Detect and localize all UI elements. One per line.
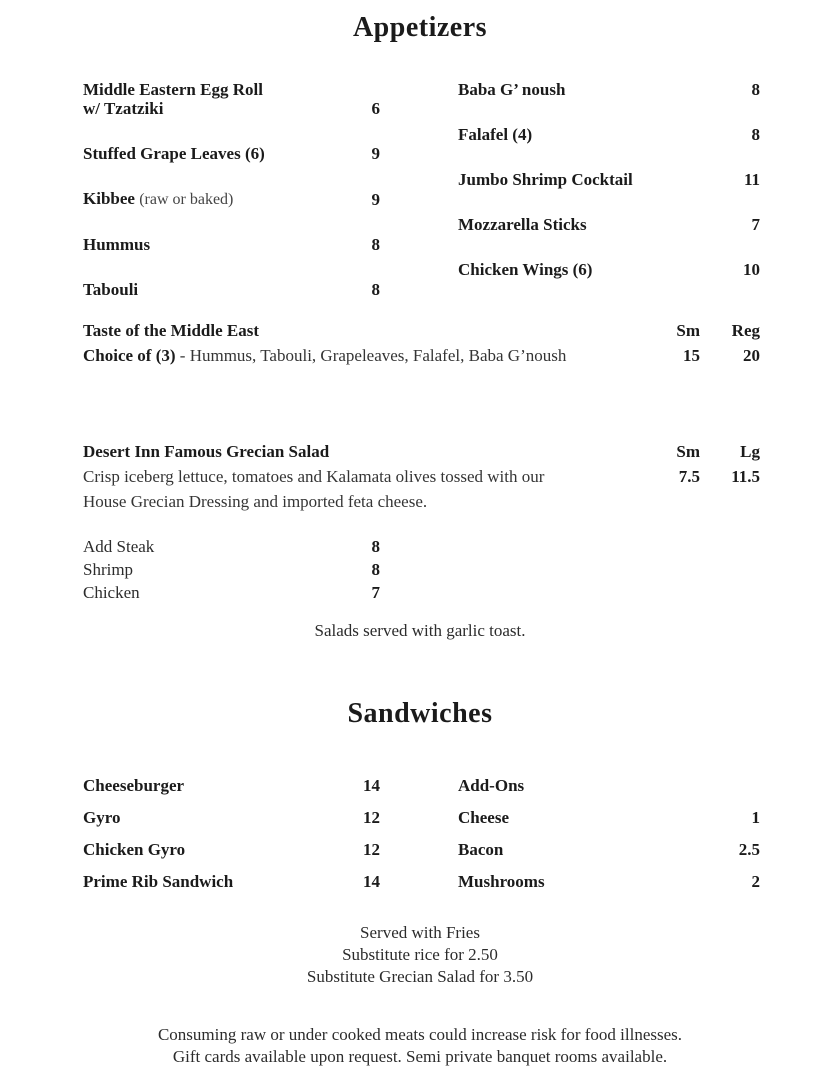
item-name-line2: w/ Tzatziki (83, 99, 164, 118)
size-column-label-sm: Sm (676, 442, 700, 461)
item-name: Stuffed Grape Leaves (6) (83, 144, 265, 163)
item-name: Chicken Gyro (83, 840, 186, 859)
appetizers-left-column (83, 80, 380, 325)
footer-line-2: Gift cards available upon request. Semi private banquet rooms available. (172, 1047, 668, 1066)
taste-choice-row (83, 346, 760, 365)
item-description: Crisp iceberg lettuce, tomatoes and Kalamata olives tossed with our (83, 467, 545, 486)
menu-item-mozzarella-sticks (458, 215, 760, 234)
size-column-label-sm: Sm (676, 321, 700, 340)
item-name: Prime Rib Sandwich (83, 872, 234, 891)
menu-item-tabouli (83, 280, 380, 299)
sandwiches-right-column (458, 776, 760, 904)
item-name: Tabouli (83, 280, 139, 299)
item-name: Desert Inn Famous Grecian Salad (83, 442, 330, 461)
sandwich-note-fries: Served with Fries (360, 923, 480, 942)
choice-of-label: Choice of (3) (83, 346, 176, 365)
item-price: 6 (371, 99, 380, 118)
footer-disclaimer (0, 1024, 840, 1068)
addon-price: 8 (371, 560, 380, 579)
salad-header-row (83, 442, 760, 461)
addon-price: 8 (371, 537, 380, 556)
item-name: Add-Ons (458, 776, 525, 795)
salad-description-row-2 (83, 492, 760, 511)
item-price: 11 (743, 170, 760, 189)
size-column-label-reg: Reg (731, 321, 760, 340)
item-name-text: Kibbee (83, 189, 135, 208)
item-price: 9 (371, 144, 380, 163)
menu-item-chicken-gyro (83, 840, 380, 859)
menu-item-jumbo-shrimp-cocktail (458, 170, 760, 189)
menu-item-prime-rib-sandwich (83, 872, 380, 891)
appetizers-section-title: Appetizers (352, 12, 488, 43)
item-price: 8 (751, 80, 760, 99)
item-name: Mushrooms (458, 872, 545, 891)
addon-name: Shrimp (83, 560, 134, 579)
menu-item-stuffed-grape-leaves (83, 144, 380, 163)
item-price: 2 (751, 872, 760, 891)
item-price: 9 (371, 190, 380, 209)
addon-shrimp (83, 560, 380, 579)
sandwiches-columns (83, 776, 760, 904)
item-name: Hummus (83, 235, 151, 254)
menu-item-kibbee (83, 189, 380, 209)
item-price: 8 (371, 280, 380, 299)
choice-of-list: - Hummus, Tabouli, Grapeleaves, Falafel, Baba G’noush (175, 346, 567, 365)
item-name-line1: Middle Eastern Egg Roll (83, 80, 263, 99)
menu-item-bacon (458, 840, 760, 859)
item-name: Chicken Wings (6) (458, 260, 593, 279)
menu-item-falafel (458, 125, 760, 144)
item-price: 8 (751, 125, 760, 144)
menu-item-mushrooms (458, 872, 760, 891)
item-name: Cheese (458, 808, 509, 827)
item-name: Mozzarella Sticks (458, 215, 587, 234)
item-name: Cheeseburger (83, 776, 185, 795)
taste-of-middle-east-block (83, 321, 760, 371)
item-price-reg: 20 (743, 346, 760, 365)
sandwich-note-rice: Substitute rice for 2.50 (342, 945, 498, 964)
item-name: Gyro (83, 808, 121, 827)
item-qualifier: (raw or baked) (139, 191, 234, 208)
item-price: 14 (363, 776, 380, 795)
menu-item-hummus (83, 235, 380, 254)
footer-line-1: Consuming raw or under cooked meats could increase risk for food illnesses. (157, 1025, 683, 1044)
item-description (83, 346, 640, 365)
item-price: 10 (743, 260, 760, 279)
menu-item-cheese (458, 808, 760, 827)
salad-note: Salads served with garlic toast. (314, 621, 526, 640)
item-name: Falafel (4) (458, 125, 533, 144)
taste-header-row (83, 321, 760, 340)
item-price-sm: 15 (683, 346, 700, 365)
menu-item-egg-roll (83, 80, 380, 118)
item-price: 12 (363, 840, 380, 859)
sandwich-note-salad: Substitute Grecian Salad for 3.50 (306, 967, 534, 986)
grecian-salad-block (83, 442, 760, 517)
item-name: Jumbo Shrimp Cocktail (458, 170, 633, 189)
item-name (83, 80, 263, 118)
sandwiches-left-column (83, 776, 380, 904)
appetizers-right-column (458, 80, 760, 325)
menu-item-gyro (83, 808, 380, 827)
appetizers-columns (83, 80, 760, 325)
item-price-lg: 11.5 (731, 467, 760, 486)
salad-description-row-1 (83, 467, 760, 486)
item-name: Bacon (458, 840, 504, 859)
item-price: 12 (363, 808, 380, 827)
size-column-label-lg: Lg (740, 442, 760, 461)
addon-steak (83, 537, 380, 556)
menu-item-cheeseburger (83, 776, 380, 795)
item-name (83, 189, 233, 209)
sandwiches-notes (0, 922, 840, 988)
salad-addons-list (83, 537, 380, 606)
menu-item-baba-gnoush (458, 80, 760, 99)
item-name: Baba G’ noush (458, 80, 566, 99)
addons-header (458, 776, 760, 795)
addon-name: Chicken (83, 583, 140, 602)
addon-name: Add Steak (83, 537, 155, 556)
item-price: 7 (751, 215, 760, 234)
item-name: Taste of the Middle East (83, 321, 259, 340)
item-price: 8 (371, 235, 380, 254)
addon-price: 7 (371, 583, 380, 602)
item-price: 1 (751, 808, 760, 827)
item-price: 2.5 (738, 840, 760, 859)
addon-chicken (83, 583, 380, 602)
item-description: House Grecian Dressing and imported feta cheese. (83, 492, 428, 511)
sandwiches-section-title: Sandwiches (347, 698, 493, 729)
menu-item-chicken-wings (458, 260, 760, 279)
item-price-sm: 7.5 (678, 467, 700, 486)
item-price: 14 (363, 872, 380, 891)
